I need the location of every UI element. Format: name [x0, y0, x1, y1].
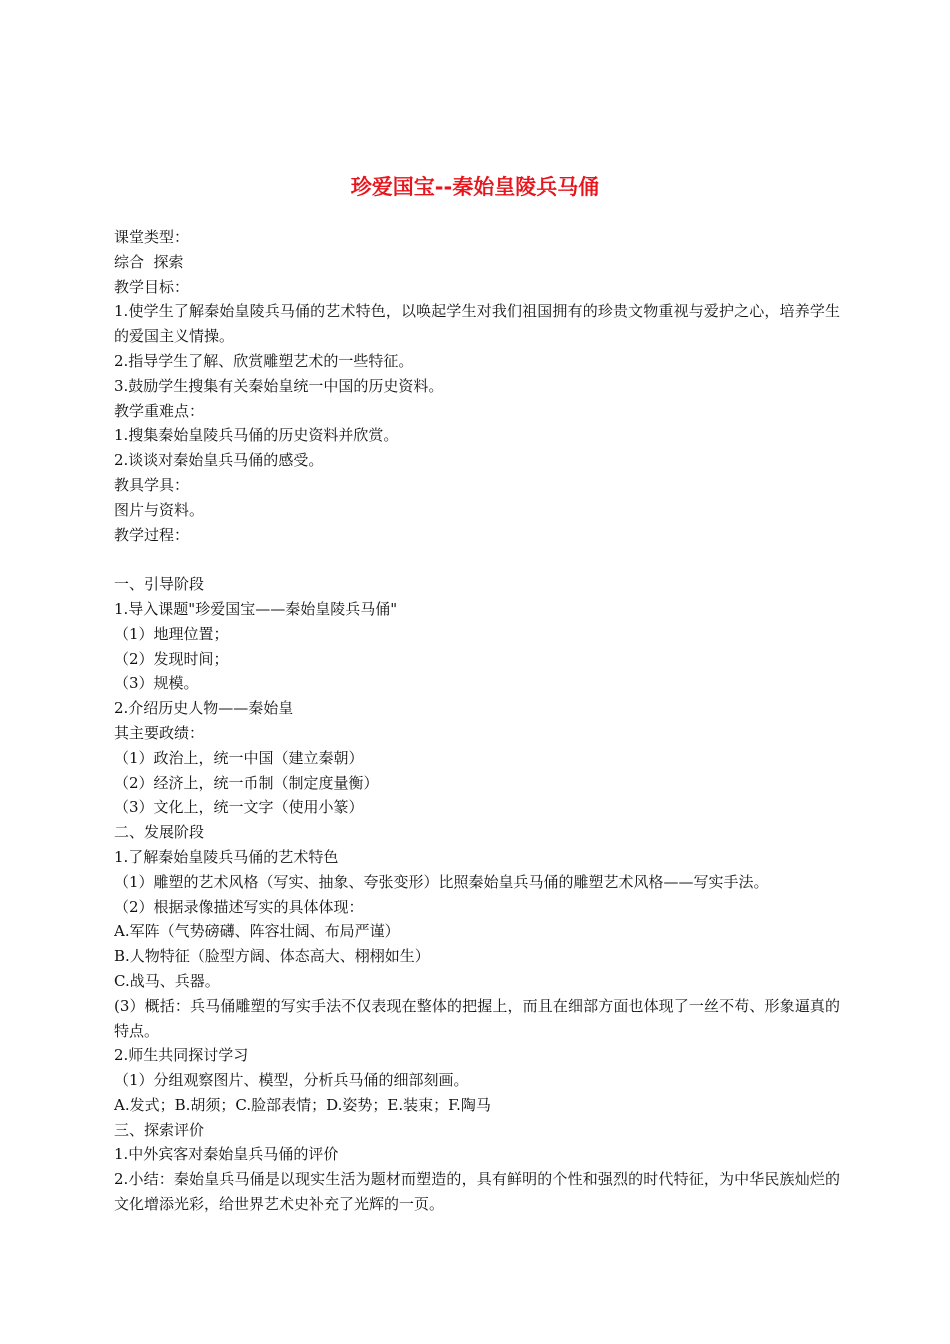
- text-line: （3）规模。: [114, 674, 199, 693]
- text-line: 1.了解秦始皇陵兵马俑的艺术特色: [114, 847, 339, 866]
- text-line: 3.鼓励学生搜集有关秦始皇统一中国的历史资料。: [114, 376, 444, 395]
- text-line: 2.指导学生了解、欣赏雕塑艺术的一些特征。: [114, 351, 414, 370]
- text-line: （2）根据录像描述写实的具体体现：: [114, 897, 364, 916]
- text-line: C.战马、兵器。: [114, 971, 220, 990]
- text-line: A.军阵（气势磅礴、阵容壮阔、布局严谨）: [114, 922, 400, 941]
- text-line: 课堂类型：: [114, 228, 190, 246]
- text-line: 三、探索评价: [114, 1120, 205, 1139]
- text-line: 图片与资料。: [114, 500, 205, 519]
- text-line: 其主要政绩：: [114, 723, 205, 742]
- text-line: B.人物特征（脸型方阔、体态高大、栩栩如生）: [114, 947, 430, 966]
- text-line: 教学重难点：: [114, 401, 205, 420]
- text-line: 二、发展阶段: [114, 823, 205, 842]
- document-body: [114, 225, 840, 1217]
- document-title: 珍爱国宝--秦始皇陵兵马俑: [350, 175, 600, 199]
- text-line: 2.谈谈对秦始皇兵马俑的感受。: [114, 451, 324, 470]
- text-line: 1.中外宾客对秦始皇兵马俑的评价: [114, 1145, 339, 1164]
- text-line: 2.师生共同探讨学习: [114, 1046, 249, 1065]
- text-line: 教具学具：: [114, 475, 190, 494]
- text-line: （1）雕塑的艺术风格（写实、抽象、夸张变形）比照秦始皇兵马俑的雕塑艺术风格——写实手法。: [114, 872, 769, 891]
- text-line: （1）地理位置；: [114, 624, 229, 643]
- text-line: 教学目标：: [114, 277, 190, 296]
- text-line: 1.使学生了解秦始皇陵兵马俑的艺术特色，以唤起学生对我们祖国拥有的珍贵文物重视与爱护之心，培养学生的爱国主义情操。: [114, 302, 840, 346]
- text-line: A.发式；B.胡须；C.脸部表情；D.姿势；E.装束；F.陶马: [114, 1095, 491, 1114]
- text-line: （3）文化上，统一文字（使用小篆）: [114, 798, 364, 817]
- text-line: 2.小结：秦始皇兵马俑是以现实生活为题材而塑造的，具有鲜明的个性和强烈的时代特征，为中华民族灿烂的文化增添光彩，给世界艺术史补充了光辉的一页。: [114, 1170, 840, 1214]
- text-line: 1.搜集秦始皇陵兵马俑的历史资料并欣赏。: [114, 426, 399, 445]
- text-line: (3）概括：兵马俑雕塑的写实手法不仅表现在整体的把握上，而且在细部方面也体现了一丝不苟、形象逼真的特点。: [114, 996, 840, 1040]
- text-line: （2）经济上，统一币制（制定度量衡）: [114, 773, 379, 792]
- text-line: 2.介绍历史人物——秦始皇: [114, 699, 294, 718]
- text-line: 1.导入课题"珍爱国宝——秦始皇陵兵马俑": [114, 599, 398, 618]
- text-line: （1）分组观察图片、模型，分析兵马俑的细部刻画。: [114, 1071, 469, 1090]
- text-line: 教学过程：: [114, 525, 190, 544]
- blank-line: [114, 547, 840, 572]
- text-line: 综合 探索: [114, 252, 184, 271]
- text-line: 一、引导阶段: [114, 575, 205, 594]
- text-line: （2）发现时间；: [114, 649, 229, 668]
- text-line: （1）政治上，统一中国（建立秦朝）: [114, 748, 364, 767]
